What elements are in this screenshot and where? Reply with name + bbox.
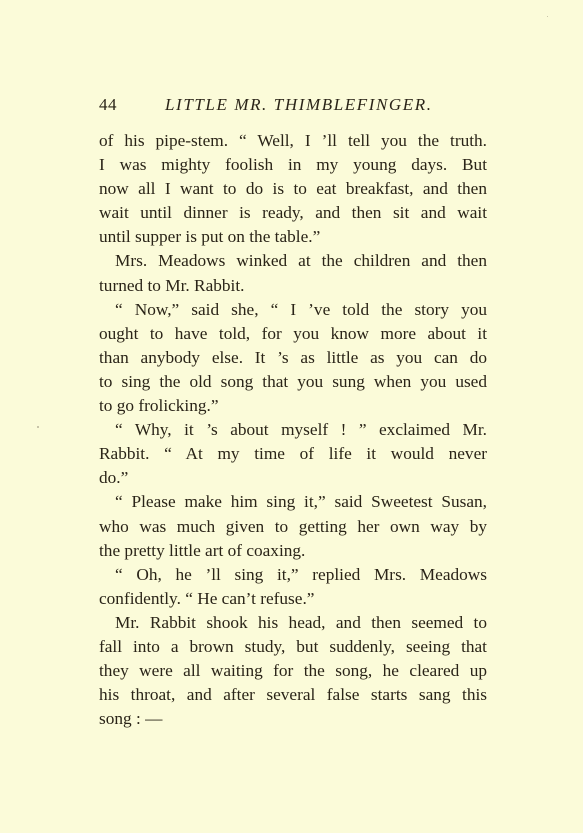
paper-speck (547, 16, 548, 17)
text-line: Mr. Rabbit shook his head, and then seemed to (115, 612, 487, 632)
body-text (99, 129, 487, 731)
text-line: the pretty little art of coaxing. (99, 540, 306, 560)
text-line: of his pipe-stem. “ Well, I ’ll tell you the truth. (99, 131, 487, 150)
page-header (99, 95, 499, 115)
text-line: I was mighty foolish in my young days. But (99, 155, 487, 175)
text-line: now all I want to do is to eat breakfast, and then (99, 179, 487, 199)
text-line: who was much given to getting her own way by (99, 516, 487, 536)
text-line: than anybody else. It ’s as little as you can do (99, 347, 487, 367)
text-line: fall into a brown study, but suddenly, seeing that (99, 636, 487, 656)
text-line: “ Please make him sing it,” said Sweetest Susan, (115, 492, 487, 512)
text-line: confidently. “ He can’t refuse.” (99, 588, 315, 608)
text-line: to sing the old song that you sung when you used (99, 371, 487, 391)
paper-speck (37, 426, 39, 428)
text-line: song : — (99, 709, 163, 729)
text-line: Rabbit. “ At my time of life it would never (99, 444, 487, 464)
text-line: Mrs. Meadows winked at the children and then (115, 251, 487, 271)
text-line: “ Now,” said she, “ I ’ve told the story you (115, 299, 487, 319)
text-line: ought to have told, for you know more about it (99, 323, 487, 343)
text-line: turned to Mr. Rabbit. (99, 275, 245, 295)
text-line: his throat, and after several false starts sang this (99, 685, 487, 705)
text-line: until supper is put on the table.” (99, 227, 321, 247)
text-line: “ Oh, he ’ll sing it,” replied Mrs. Meadows (115, 564, 487, 584)
text-line: “ Why, it ’s about myself ! ” exclaimed Mr. (115, 420, 487, 440)
running-title: LITTLE MR. THIMBLEFINGER. (165, 95, 433, 114)
page-number: 44 (99, 95, 117, 114)
text-line: they were all waiting for the song, he cleared up (99, 661, 487, 681)
text-line: wait until dinner is ready, and then sit and wait (99, 203, 487, 223)
text-line: to go frolicking.” (99, 396, 219, 416)
text-line: do.” (99, 468, 129, 488)
